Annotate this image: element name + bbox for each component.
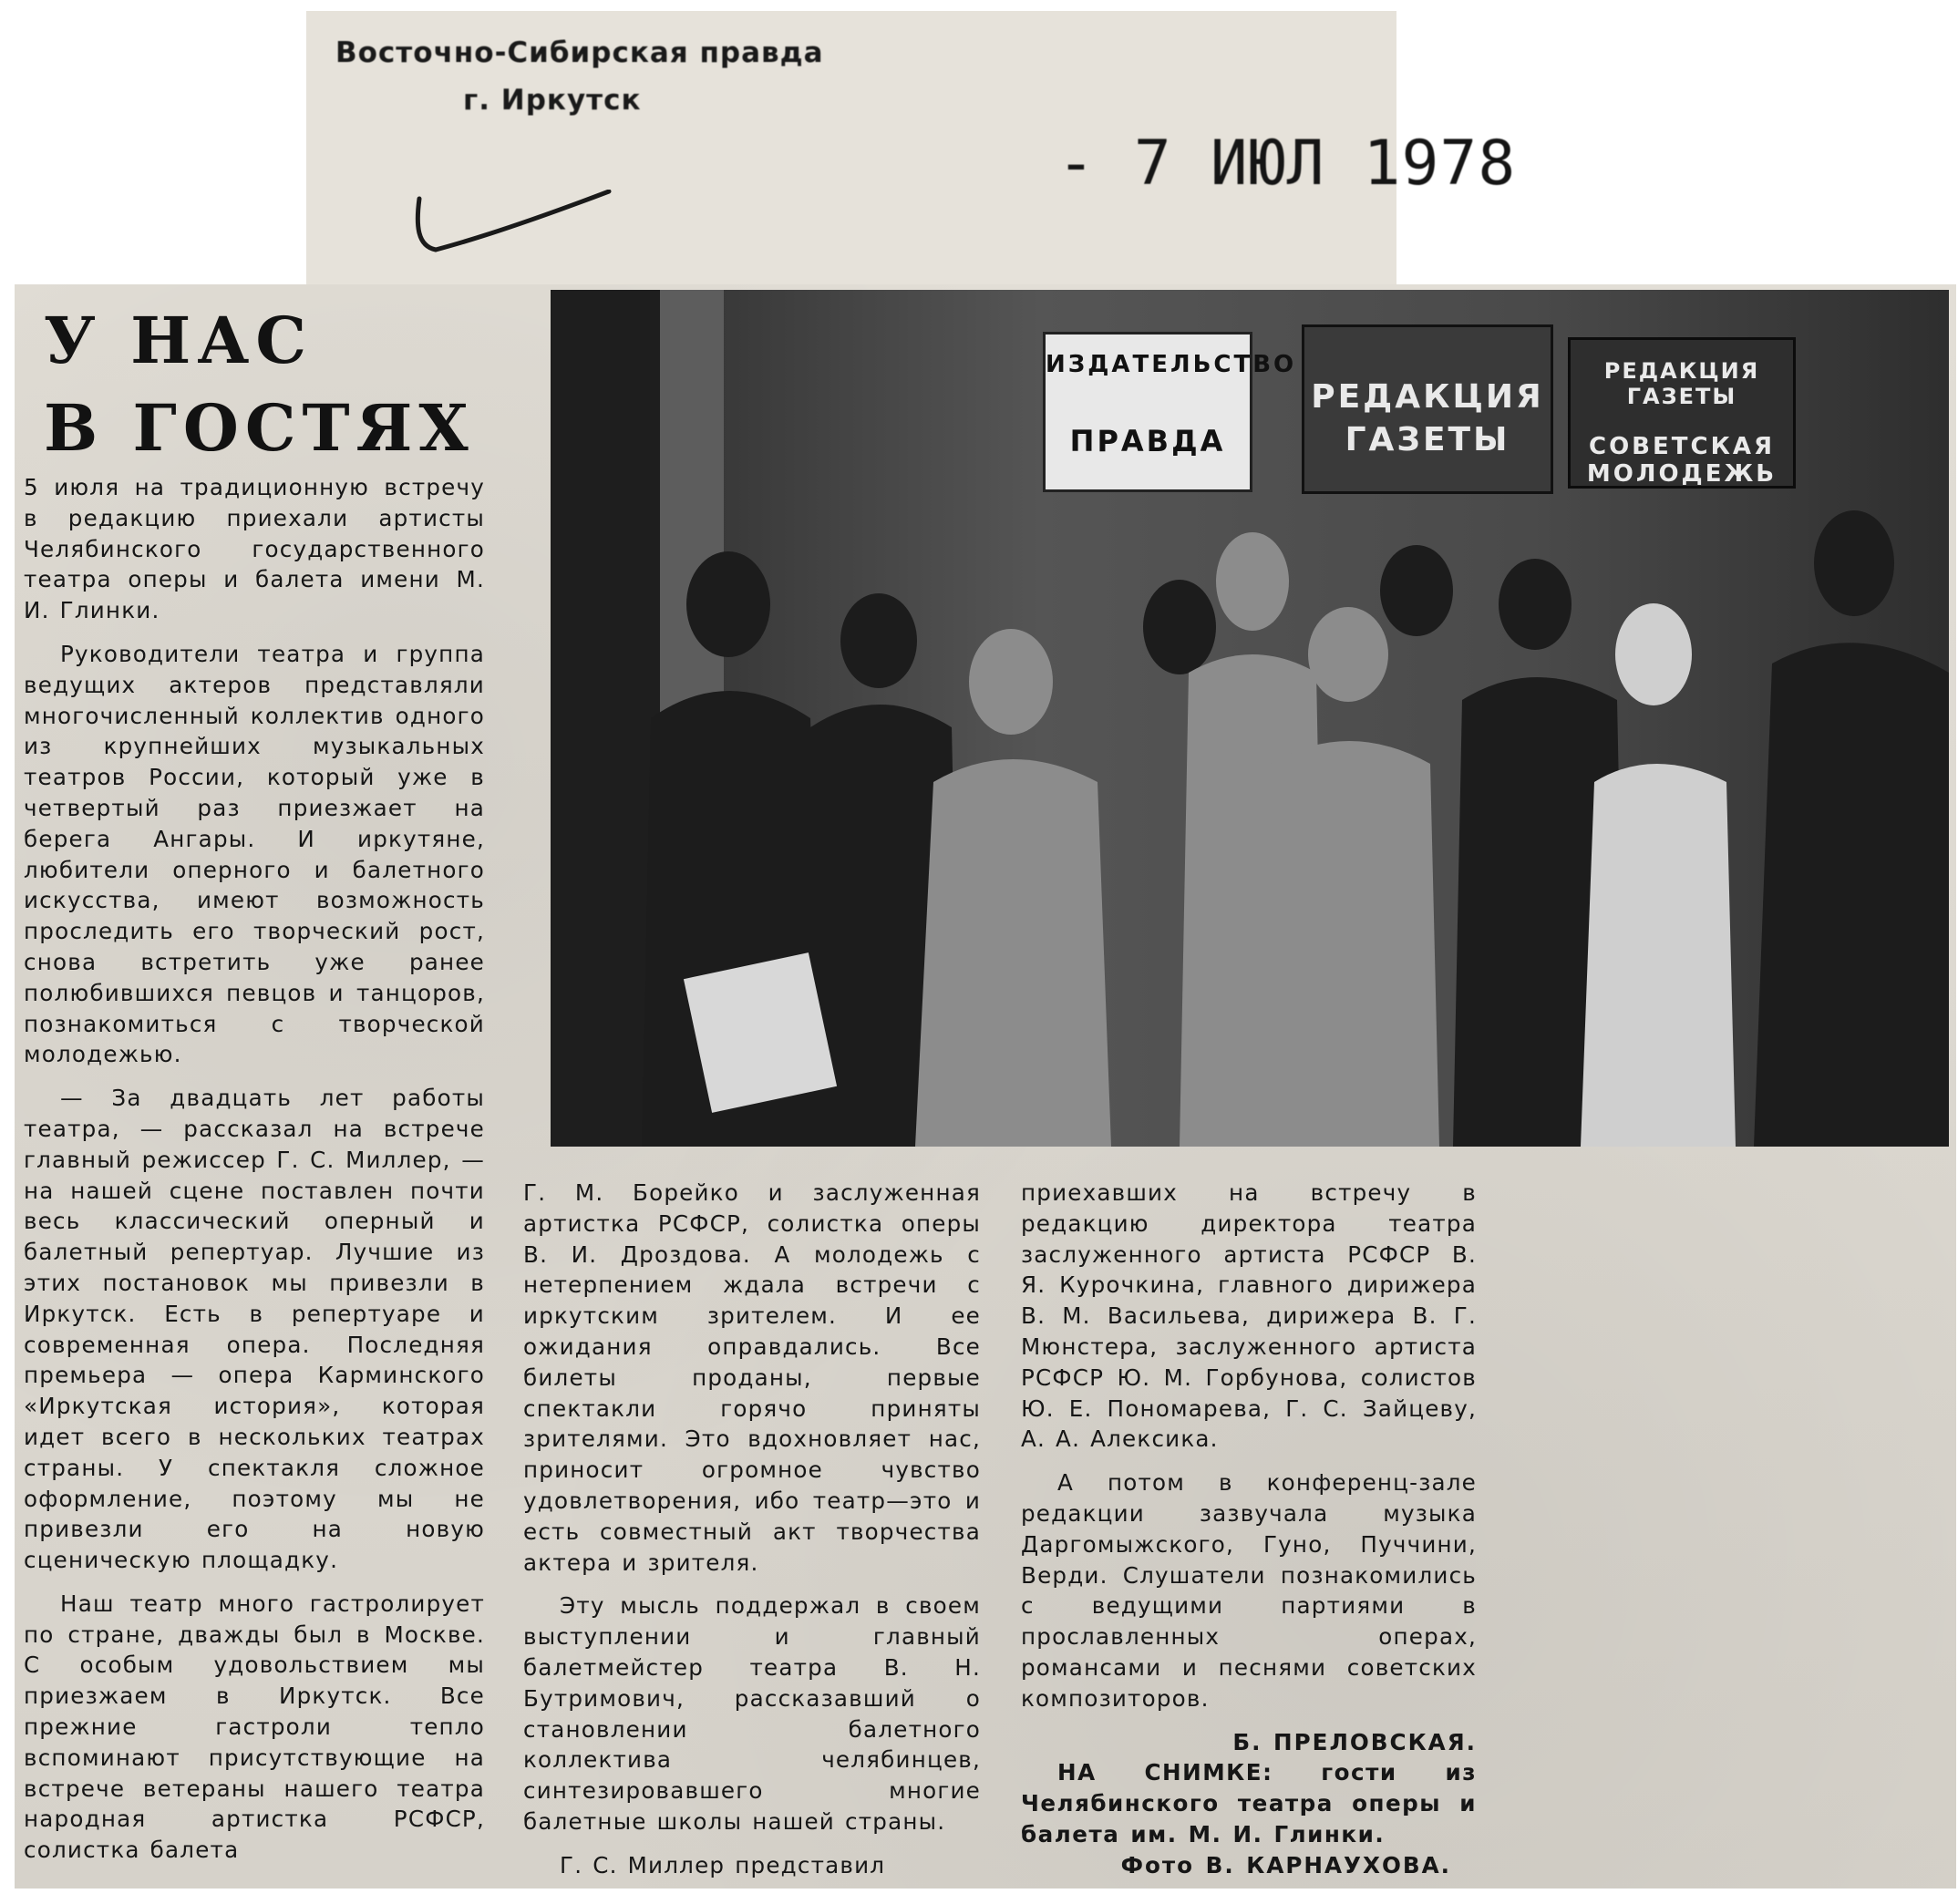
article-photo [551,290,1949,1147]
date-stamp: - 7 ИЮЛ 1978 [1057,128,1517,200]
photo-credit: Фото В. КАРНАУХОВА. [1120,1851,1451,1878]
article-column-2 [523,1178,981,1894]
city-stamp: г. Иркутск [463,84,642,117]
sign-text: СОВЕТСКАЯ МОЛОДЕЖЬ [1586,433,1778,488]
article-column-3 [1021,1178,1477,1881]
photo-caption: НА СНИМКЕ: гости из Челябинского театра оперы и балета им. М. И. Глинки. [1021,1759,1477,1847]
paragraph: Эту мысль поддержал в своем выступлении и главный балетмейстер театра В. Н. Бутримович, рассказавший о становлении балетного коллектива челябинцев, синтезировавшего многие балетные школы нашей страны. [523,1592,981,1835]
photo-sign-publishing-house [1043,332,1297,492]
photo-sign-newspaper-office [1302,324,1553,494]
sign-text: ПРАВДА [1069,424,1226,458]
paragraph: 5 июля на традиционную встречу в редакцию приехали артисты Челябинского государственного театра оперы и балета имени М. И. Глинки. [24,474,485,624]
paragraph: Г. С. Миллер представил [560,1851,886,1878]
sign-text: ИЗДАТЕЛЬСТВО [1046,351,1297,378]
photo-sign-youth-newspaper [1568,337,1796,489]
article-headline: У НАС В ГОСТЯХ [44,303,475,466]
paragraph: Г. М. Борейко и заслуженная артистка РСФСР, солистка оперы В. И. Дроздова. А молодежь с нетерпением ждала встречи с иркутским зрителем. И ее ожидания оправдались. Все билеты проданы, первые спектакли горячо приняты зрителями. Это вдохновляет нас, приносит огромное чувство удовлетворения, ибо театр—это и есть совместный акт творчества актера и зрителя. [523,1179,981,1576]
sign-text: ГАЗЕТЫ [1345,421,1510,458]
paragraph: Руководители театра и группа ведущих актеров представляли многочисленный коллектив одного из крупнейших музыкальных театров России, который уже в четвертый раз приезжает на берега Ангары. И иркутяне, любители оперного и балетного искусства, имеют возможность проследить его творческий рост, снова встретить уже ранее полюбившихся певцов и танцоров, познакомиться с творческой молодежью. [24,640,485,1068]
checkmark-icon [408,190,618,272]
article-column-1 [24,472,485,1878]
sign-text: РЕДАКЦИЯ ГАЗЕТЫ [1603,358,1760,409]
paragraph: Наш театр много гастролирует по стране, дважды был в Москве. С особым удовольствием мы приезжаем в Иркутск. Все прежние гастроли тепло вспоминают присутствующие на встрече ветераны нашего театра народная артистка РСФСР, солистка балета [24,1590,485,1864]
newspaper-stamp: Восточно-Сибирская правда [335,36,824,69]
paragraph: А потом в конференц-зале редакции зазвучала музыка Даргомыжского, Гуно, Пуччини, Верди. Слушатели познакомились с ведущими партиями в прославленных операх, романсами и песнями советских композиторов. [1021,1469,1477,1712]
author-signature: Б. ПРЕЛОВСКАЯ. [1232,1728,1477,1755]
sign-text: РЕДАКЦИЯ [1311,378,1544,416]
paragraph: приехавших на встречу в редакцию директора театра заслуженного артиста РСФСР В. Я. Курочкина, главного дирижера В. М. Васильева, дирижера В. Г. Мюнстера, заслуженного артиста РСФСР Ю. М. Горбунова, солистов Ю. Е. Пономарева, Г. С. Зайцеву, А. А. Алексика. [1021,1179,1477,1453]
paragraph: — За двадцать лет работы театра, — рассказал на встрече главный режиссер Г. С. Миллер, — на нашей сцене поставлен почти весь классический оперный и балетный репертуар. Лучшие из этих постановок мы привезли в Иркутск. Есть в репертуаре и современная опера. Последняя премьера — опера Карминского «Иркутская история», которая идет всего в нескольких театрах страны. У спектакля сложное оформление, поэтому мы не привезли его на новую сценическую площадку. [24,1085,485,1574]
